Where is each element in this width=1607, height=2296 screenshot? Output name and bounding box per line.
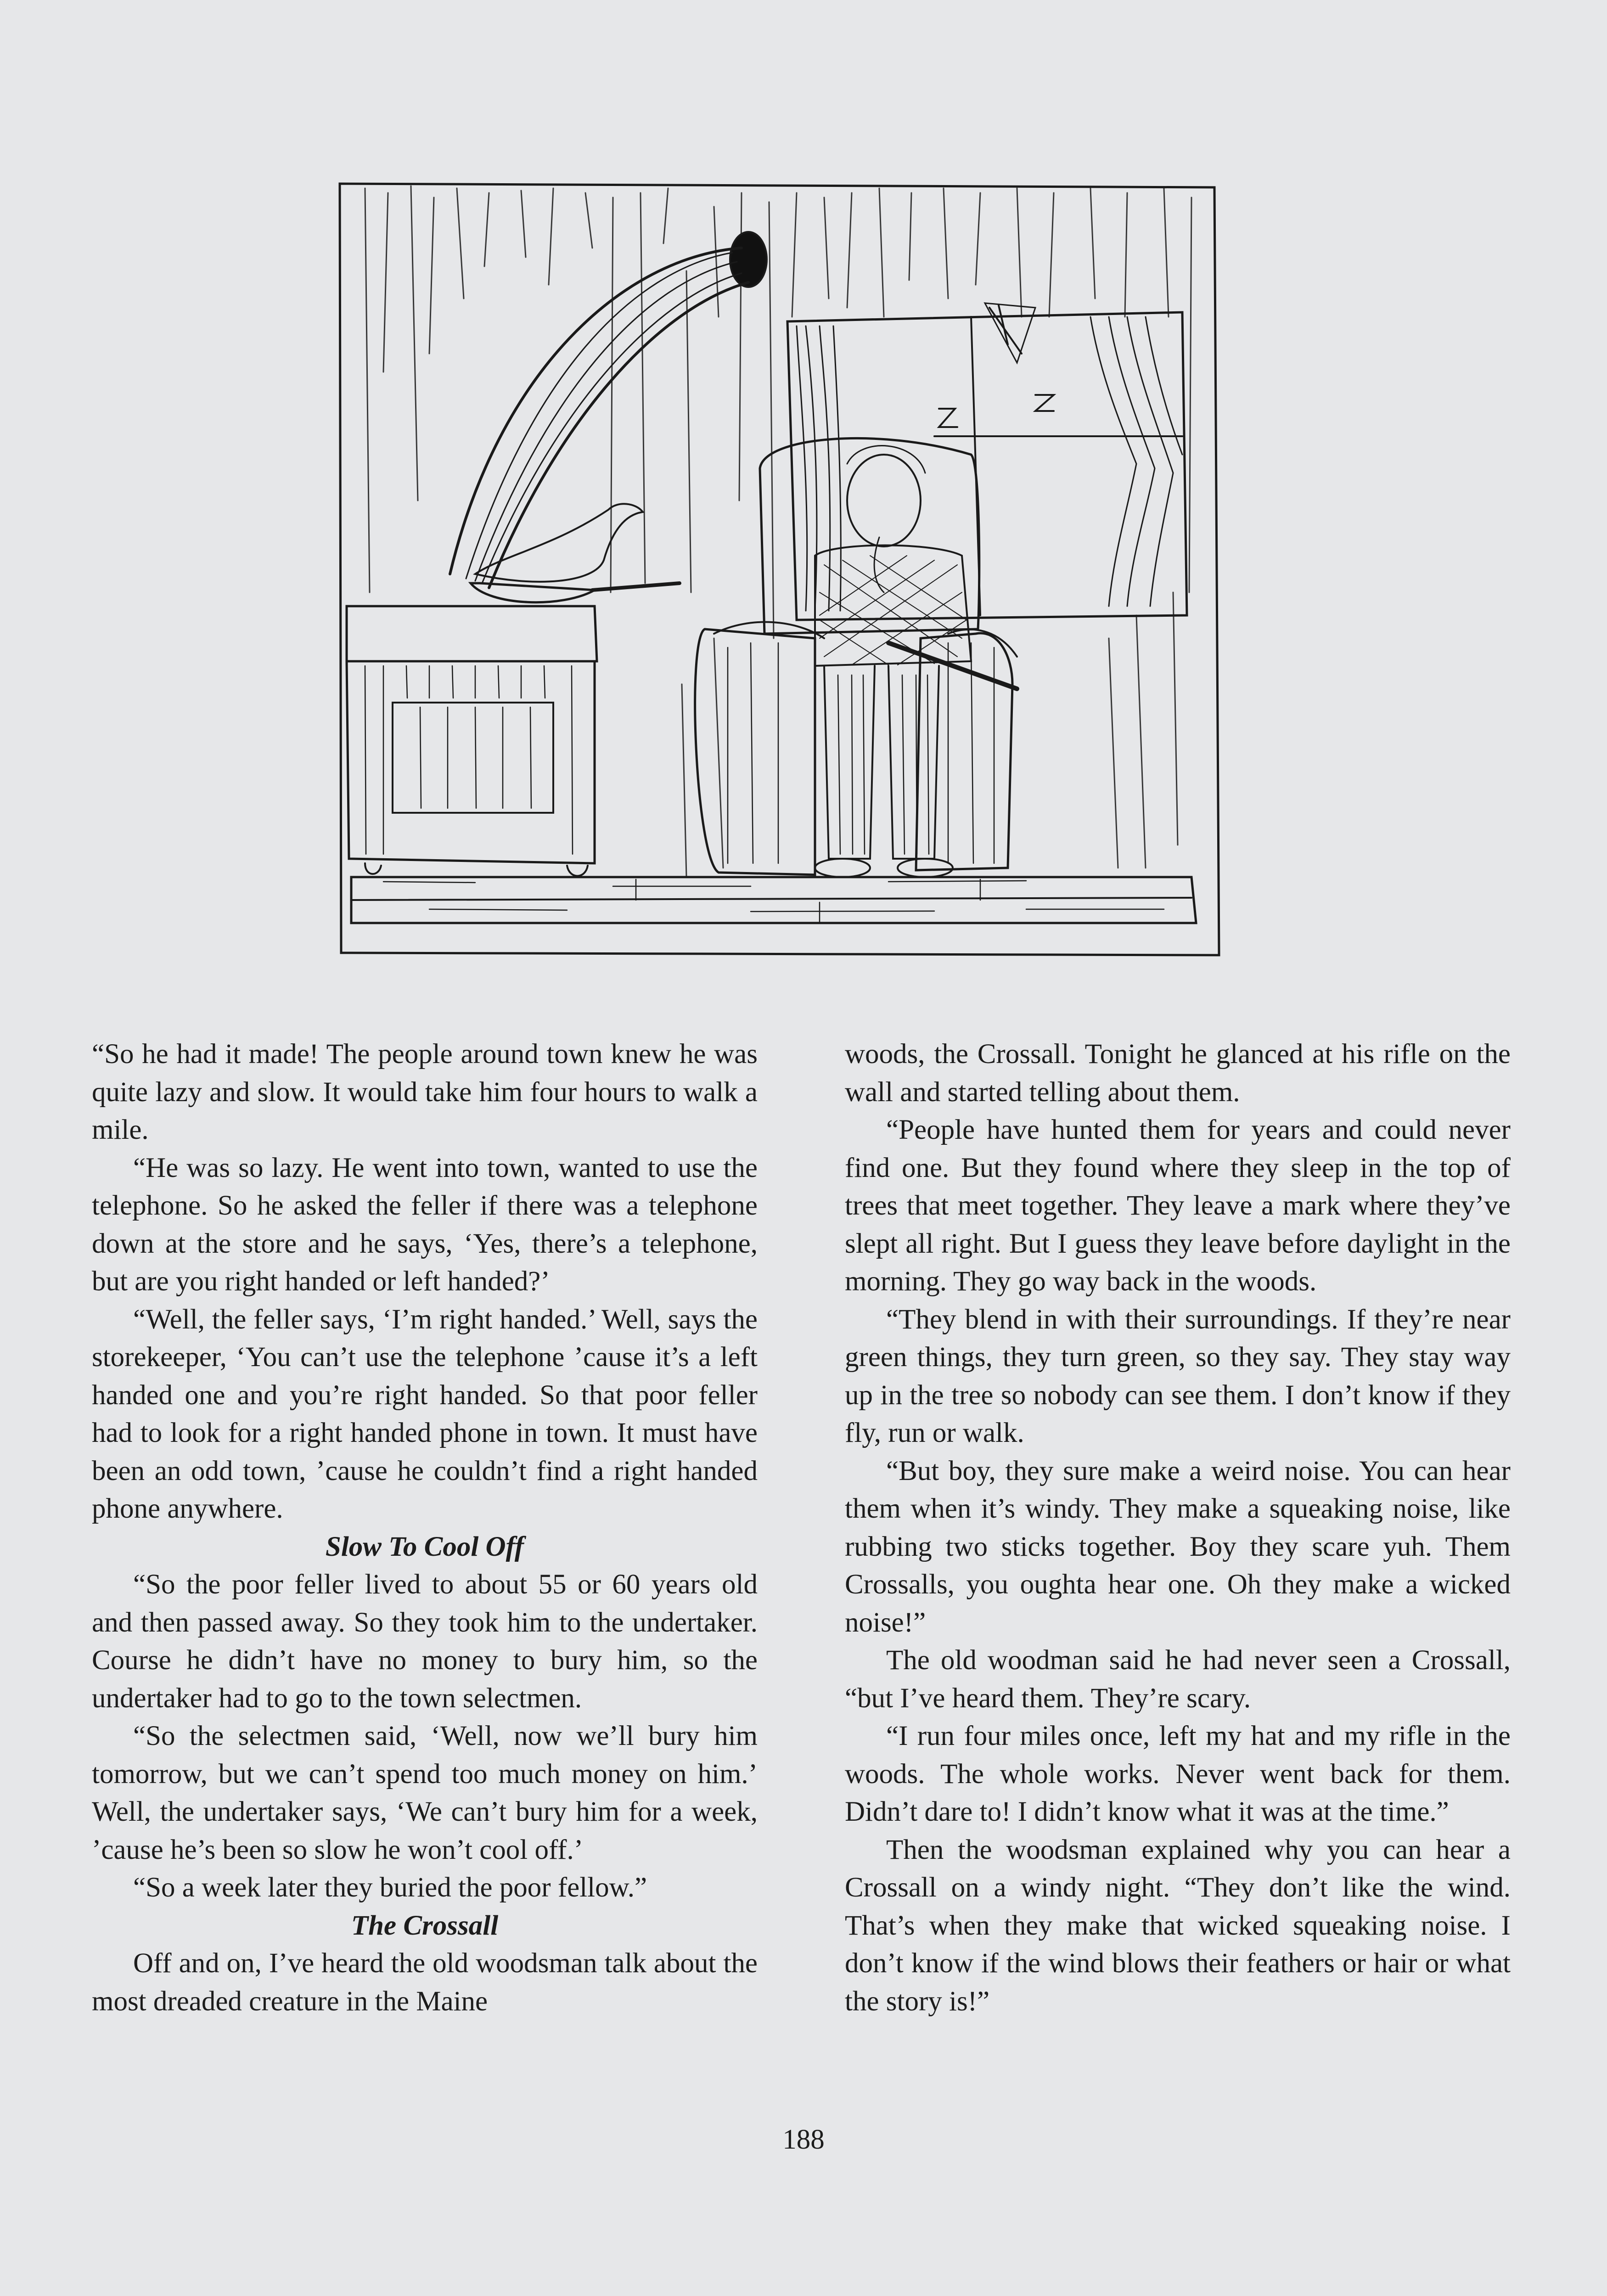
paragraph: Then the woodsman explained why you can hear a Crossall on a windy night. “They don’t like the wind. That’s when they make that wicked squeaking noise. I don’t know if the wind blows their feathers or hair or what the story is!”: [845, 1834, 1511, 2017]
paragraph: “People have hunted them for years and could never find one. But they found where they sleep in the top of trees that meet together. They leave a mark where they’ve slept all right. But I guess they leave before daylight in the morning. They go way back in the woods.: [845, 1114, 1511, 1297]
paragraph: The old woodman said he had never seen a Crossall, “but I’ve heard them. They’re scary.: [845, 1645, 1511, 1714]
woodsman-sleeping-in-chair-illustration-icon: [337, 179, 1221, 960]
paragraph: “So a week later they buried the poor fellow.”: [133, 1872, 647, 1903]
right-column: [845, 1035, 1511, 2020]
paragraph: “So the poor feller lived to about 55 or 60 years old and then passed away. So they took him to the undertaker. Course he didn’t have no money to bury him, so the undertaker had to go to the town selectmen.: [92, 1569, 758, 1714]
paragraph: “So he had it made! The people around town knew he was quite lazy and slow. It would take him four hours to walk a mile.: [92, 1039, 758, 1145]
paragraph: “He was so lazy. He went into town, wanted to use the telephone. So he asked the feller if there was a telephone down at the store and he says, ‘Yes, there’s a telephone, but are you right handed or left handed?’: [92, 1152, 758, 1297]
section-heading: Slow To Cool Off: [325, 1531, 524, 1562]
paragraph: “So the selectmen said, ‘Well, now we’ll bury him tomorrow, but we can’t spend too much money on him.’ Well, the undertaker says, ‘We can’t bury him for a week, ’cause he’s been so slow he won’t cool off.’: [92, 1721, 758, 1865]
paragraph: “I run four miles once, left my hat and my rifle in the woods. The whole works. Never went back for them. Didn’t dare to! I didn’t know what it was at the time.”: [845, 1721, 1511, 1827]
page-number: 188: [782, 2124, 825, 2155]
section-heading: The Crossall: [351, 1910, 499, 1941]
paragraph: Off and on, I’ve heard the old woodsman talk about the most dreaded creature in the Maine: [92, 1948, 758, 2017]
paragraph: “They blend in with their surroundings. If they’re near green things, they turn green, so they say. They stay way up in the tree so nobody can see them. I don’t know if they fly, run or walk.: [845, 1304, 1511, 1448]
paragraph: “But boy, they sure make a weird noise. You can hear them when it’s windy. They make a squeaking noise, like rubbing two sticks together. Boy they scare yuh. Them Crossalls, you oughta hear one. Oh they make a wicked noise!”: [845, 1455, 1511, 1638]
paragraph: “Well, the feller says, ‘I’m right handed.’ Well, says the storekeeper, ‘You can’t use the telephone ’cause it’s a left handed one and you’re right handed. So that poor feller had to look for a right handed phone in town. It must have been an odd town, ’cause he couldn’t find a right handed phone anywhere.: [92, 1304, 758, 1524]
paragraph: woods, the Crossall. Tonight he glanced at his rifle on the wall and started telling about them.: [845, 1039, 1511, 1108]
left-column: [92, 1035, 758, 2020]
